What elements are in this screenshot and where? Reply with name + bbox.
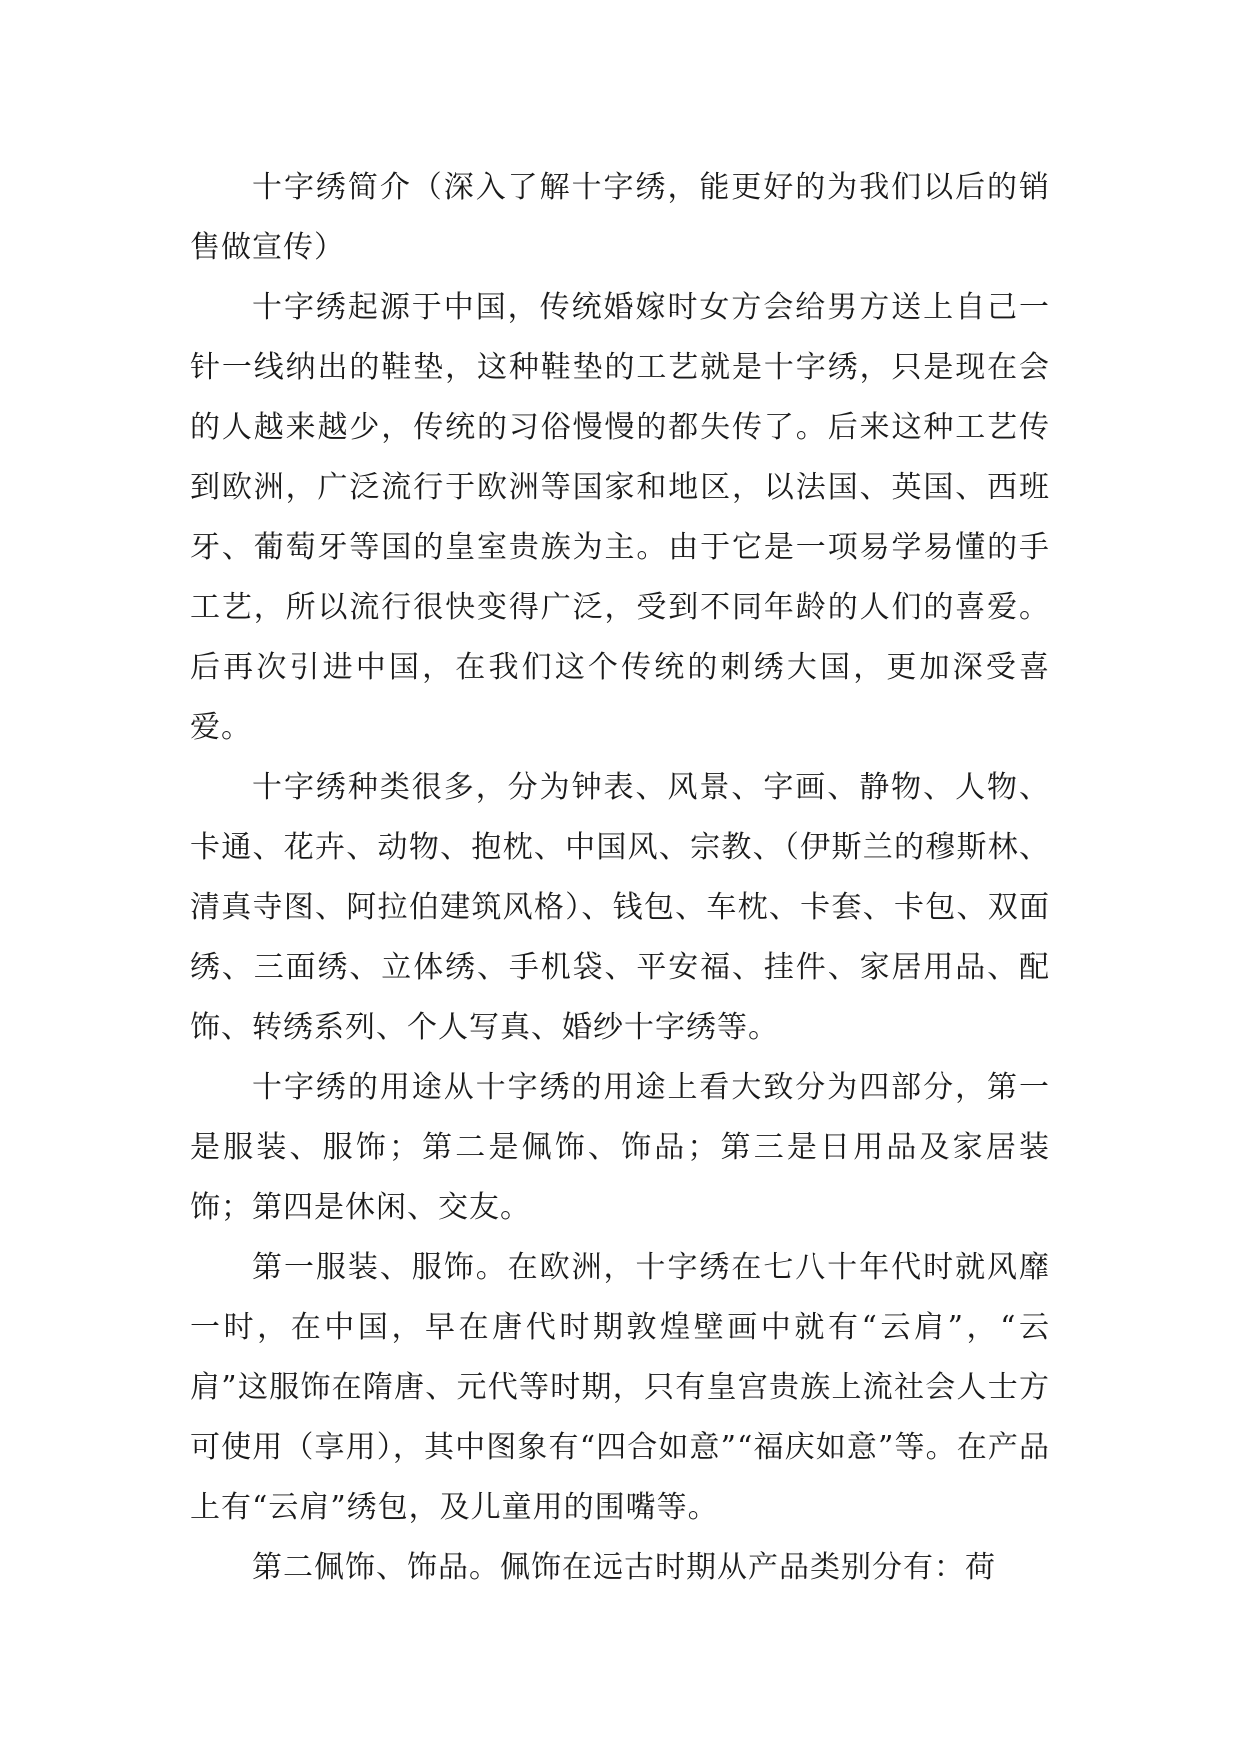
paragraph-origin: 十字绣起源于中国，传统婚嫁时女方会给男方送上自己一针一线纳出的鞋垫，这种鞋垫的工艺就是十字绣，只是现在会的人越来越少，传统的习俗慢慢的都失传了。后来这种工艺传到欧洲，广泛流行于欧洲等国家和地区，以法国、英国、西班牙、葡萄牙等国的皇室贵族为主。由于它是一项易学易懂的手工艺，所以流行很快变得广泛，受到不同年龄的人们的喜爱。 后再次引进中国，在我们这个传统的刺绣大国，更加深受喜爱。 [190,290,1050,745]
paragraph-clothing: 第一服装、服饰。在欧洲，十字绣在七八十年代时就风靡一时，在中国，早在唐代时期敦煌壁画中就有“云肩”，“云肩”这服饰在隋唐、元代等时期，只有皇宫贵族上流社会人士方可使用（享用），其中图象有“四合如意”“福庆如意”等。在产品上有“云肩”绣包，及儿童用的围嘴等。 [190,1250,1050,1525]
paragraph-types: 十字绣种类很多，分为钟表、风景、字画、静物、人物、卡通、花卉、动物、抱枕、中国风、宗教、（伊斯兰的穆斯林、清真寺图、阿拉伯建筑风格）、钱包、车枕、卡套、卡包、双面绣、三面绣、立体绣、手机袋、平安福、挂件、家居用品、配饰、转绣系列、个人写真、婚纱十字绣等。 [190,770,1050,1045]
paragraph-title: 十字绣简介（深入了解十字绣，能更好的为我们以后的销售做宣传） [190,170,1050,265]
document-body [190,158,1050,1598]
paragraph-accessories: 第二佩饰、饰品。佩饰在远古时期从产品类别分有：荷 [252,1550,996,1585]
paragraph-uses: 十字绣的用途从十字绣的用途上看大致分为四部分，第一是服装、服饰；第二是佩饰、饰品；第三是日用品及家居装饰；第四是休闲、交友。 [190,1070,1050,1225]
